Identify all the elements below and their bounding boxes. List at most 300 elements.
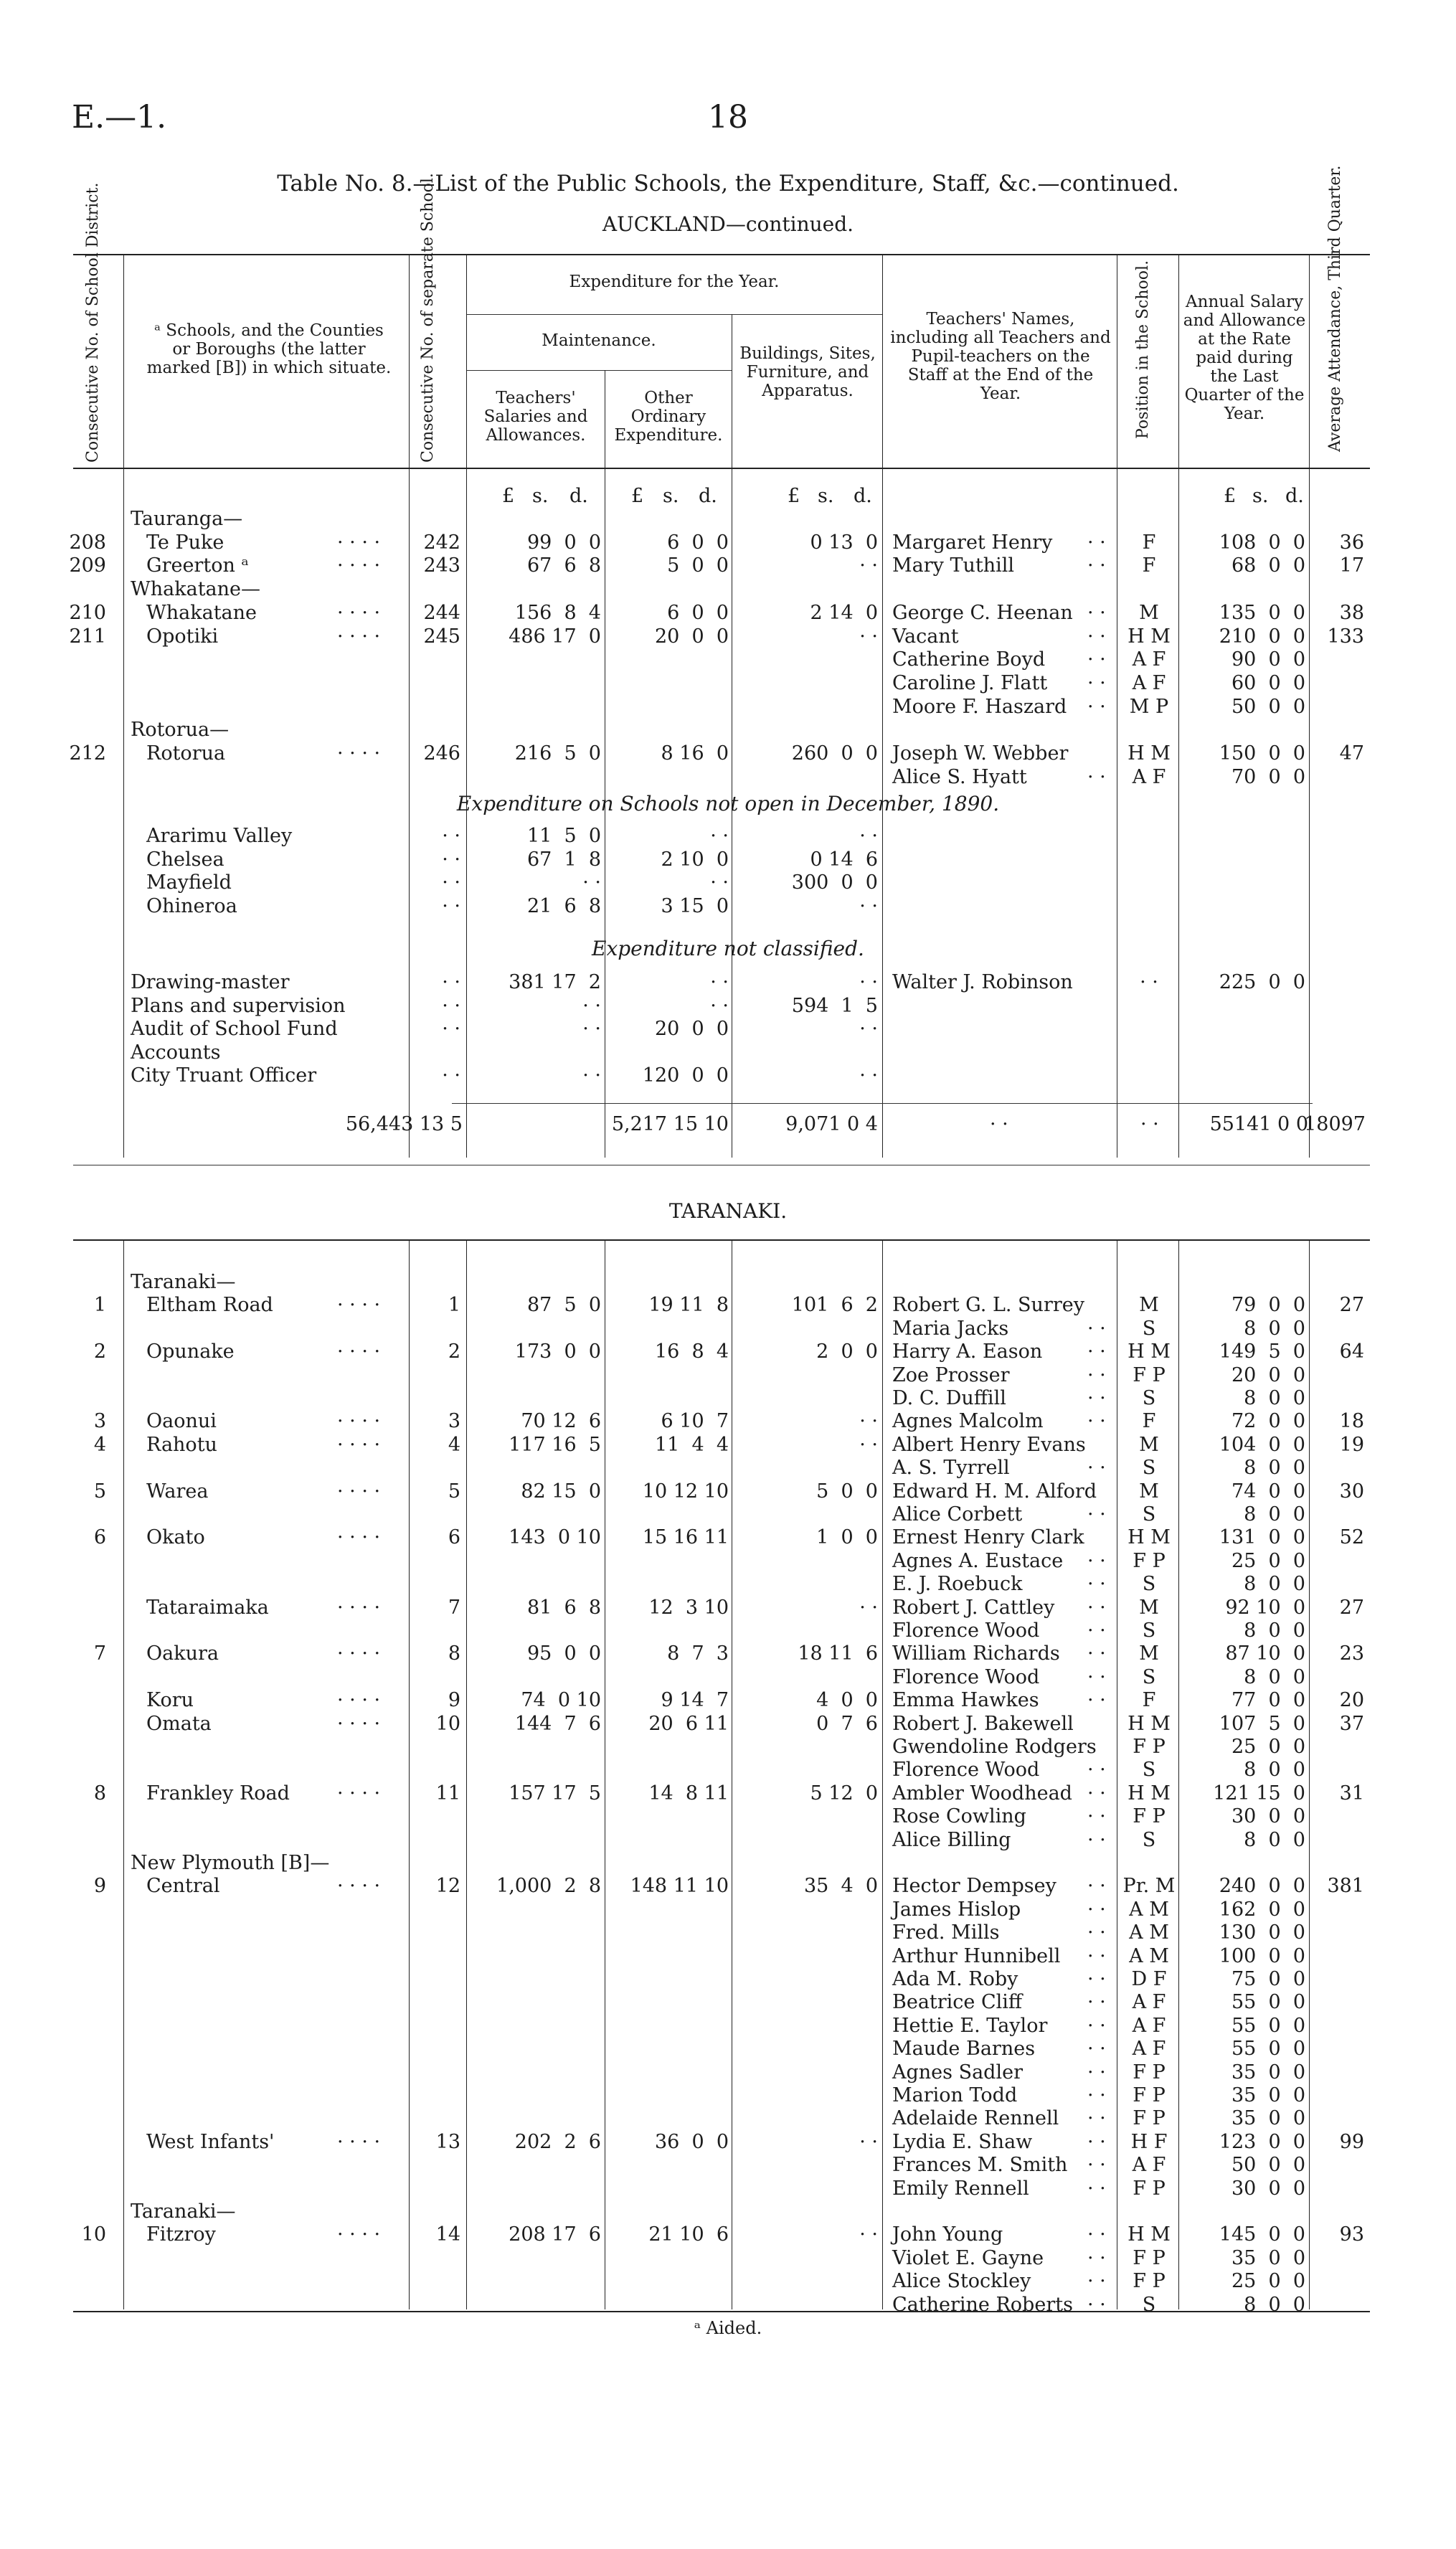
district-number: 212 [69,742,106,765]
col-salaries-header: Teachers' Salaries and Allowances. [483,389,588,445]
district-number: 7 [93,1642,106,1665]
position-code: A M [1129,1921,1169,1944]
school-name: Greerton ᵃ [146,554,249,577]
buildings-value: 260 0 0 [791,742,878,765]
col-teachers-header: Teachers' Names, including all Teachers and Pupil-teachers on the Staff at the End of the Year. [890,310,1111,403]
annual-salary: 72 0 0 [1231,1410,1305,1433]
buildings-value: · · [859,554,878,577]
annual-salary: 30 0 0 [1231,2177,1305,2200]
footnote: ᵃ Aided. [694,2318,762,2338]
section-not-open: Expenditure on Schools not open in December, 1890. [456,792,1000,815]
position-code: A M [1129,1944,1169,1967]
salaries-value: 11 5 0 [526,825,601,847]
school-name: Koru [146,1689,194,1712]
col-salary-header: Annual Salary and Allowance at the Rate paid during the Last Quarter of the Year. [1183,293,1306,423]
teacher-name: Alice Stockley [892,2270,1031,2293]
attendance-value: 133 [1327,625,1364,648]
leader-dots: · · · · [337,1875,381,1898]
pence-label: d. [699,485,717,507]
annual-salary: 145 0 0 [1219,2223,1305,2246]
leader-dots: · · [1087,1549,1106,1572]
other-value: 16 8 4 [654,1340,729,1363]
shilling-label: s. [1252,485,1269,507]
leader-dots: · · [1087,2038,1106,2061]
annual-salary: 8 0 0 [1244,2293,1305,2316]
buildings-value: 4 0 0 [816,1689,878,1712]
separate-number: · · [442,848,460,871]
annual-salary: 55 0 0 [1231,1991,1305,2014]
position-code: F [1142,554,1156,577]
other-value: 8 16 0 [661,742,729,765]
buildings-value: 594 1 5 [791,994,878,1017]
position-code: D F [1131,1968,1167,1990]
table-row [0,2270,1456,2293]
buildings-value: 2 0 0 [816,1340,878,1363]
position-code: S [1142,1503,1156,1526]
money-label-row [0,485,1456,508]
table-row [0,1410,1456,1433]
position-code: H F [1130,2130,1168,2153]
school-name: Accounts [131,1041,221,1064]
position-code: H M [1128,2223,1171,2246]
buildings-value: 101 6 2 [791,1294,878,1317]
totals-rule [452,1103,1313,1104]
table-row [0,1875,1456,1898]
leader-dots: · · [1087,1898,1106,1921]
school-name: Ararimu Valley [146,825,293,847]
position-code: F P [1133,2107,1166,2130]
annual-salary: 8 0 0 [1244,1828,1305,1851]
section-not-classified: Expenditure not classified. [592,937,864,960]
school-name: Tataraimaka [146,1596,269,1619]
separate-number: 244 [423,601,460,624]
shilling-label: s. [818,485,834,507]
taranaki-top-rule [73,1239,1370,1241]
other-value: 6 0 0 [667,531,729,554]
position-code: F P [1133,1363,1166,1386]
other-value: 120 0 0 [642,1064,729,1087]
annual-salary: 8 0 0 [1244,1457,1305,1480]
school-name: Whakatane— [131,578,261,601]
attendance-value: 27 [1339,1596,1364,1619]
school-name: Okato [146,1526,205,1549]
annual-salary: 8 0 0 [1244,1387,1305,1409]
buildings-value: 18 11 6 [798,1642,878,1665]
col-other-header: Other Ordinary Expenditure. [614,389,723,445]
total-salaries: 56,443 13 5 [345,1113,463,1135]
attendance-value: 381 [1327,1875,1364,1898]
teacher-name: Robert J. Cattley [892,1596,1055,1619]
position-code: M [1139,1433,1159,1456]
leader-dots: · · [1087,1503,1106,1526]
table-row [0,1573,1456,1596]
table-row [0,625,1456,648]
table-row [0,2084,1456,2107]
school-name: Warea [146,1480,209,1503]
attendance-value: 31 [1339,1782,1364,1805]
district-number: 210 [69,601,106,624]
leader-dots: · · · · [337,601,381,624]
salaries-value: 173 0 0 [514,1340,601,1363]
table-row [0,2131,1456,2154]
teacher-name: Frances M. Smith [892,2154,1068,2177]
annual-salary: 55 0 0 [1231,2038,1305,2061]
salaries-value: · · [582,1018,601,1040]
salaries-value: 486 17 0 [509,625,601,648]
table-row [0,1642,1456,1665]
position-code: A F [1132,2014,1166,2037]
total-position: · · [1140,1113,1159,1135]
teacher-name: Emily Rennell [892,2177,1029,2200]
teacher-name: Gwendoline Rodgers [892,1736,1097,1758]
annual-salary: 50 0 0 [1231,695,1305,718]
table-row [0,2294,1456,2317]
attendance-value: 23 [1339,1642,1364,1665]
leader-dots: · · [1087,1875,1106,1898]
district-number: 8 [93,1782,106,1805]
other-value: 5 0 0 [667,554,729,577]
leader-dots: · · · · [337,531,381,554]
school-name: Rotorua— [131,719,230,742]
teacher-name: Alice Corbett [892,1503,1023,1526]
teacher-name: Margaret Henry [892,531,1053,554]
buildings-value: 300 0 0 [791,871,878,894]
separate-number: 11 [435,1782,460,1805]
leader-dots: · · · · [337,1689,381,1712]
table-row [0,1782,1456,1805]
salaries-value: · · [582,1064,601,1087]
teacher-name: Catherine Roberts [892,2293,1073,2316]
pound-label: £ [631,485,644,507]
annual-salary: 210 0 0 [1219,625,1305,648]
annual-salary: 35 0 0 [1231,2061,1305,2084]
pound-label: £ [1224,485,1237,507]
district-number: 6 [93,1526,106,1549]
teacher-name: Mary Tuthill [892,554,1015,577]
leader-dots: · · [1087,2270,1106,2293]
teacher-name: Vacant [892,625,959,648]
annual-salary: 25 0 0 [1231,1736,1305,1758]
school-name: Omata [146,1712,212,1735]
teacher-name: Harry A. Eason [892,1340,1043,1363]
leader-dots: · · · · [337,742,381,765]
leader-dots: · · · · [337,1433,381,1456]
separate-number: 13 [435,2130,460,2153]
leader-dots: · · · · [337,1526,381,1549]
annual-salary: 35 0 0 [1231,2107,1305,2130]
buildings-value: · · [859,2223,878,2246]
maintenance-rule [466,370,732,371]
annual-salary: 25 0 0 [1231,1549,1305,1572]
teacher-name: Agnes Malcolm [892,1410,1044,1433]
annual-salary: 75 0 0 [1231,1968,1305,1990]
total-other: 5,217 15 10 [611,1113,729,1135]
expenditure-rule [466,314,882,315]
position-code: A F [1132,671,1166,694]
separate-number: 2 [448,1340,460,1363]
leader-dots: · · [1087,1619,1106,1642]
page-id: E.—1. [72,99,167,136]
district-number: 211 [69,625,106,648]
buildings-value: · · [859,1596,878,1619]
buildings-value: · · [859,825,878,847]
school-name: City Truant Officer [131,1064,317,1087]
teacher-name: Maria Jacks [892,1317,1009,1340]
position-code: S [1142,1619,1156,1642]
separate-number: 246 [423,742,460,765]
teacher-name: Agnes A. Eustace [892,1549,1064,1572]
other-value: 12 3 10 [648,1596,729,1619]
table-row [0,672,1456,695]
leader-dots: · · [1087,2107,1106,2130]
annual-salary: 130 0 0 [1219,1921,1305,1944]
other-value: 6 0 0 [667,601,729,624]
teacher-name: D. C. Duffill [892,1387,1006,1409]
position-code: S [1142,1317,1156,1340]
position-code: A M [1129,1898,1169,1921]
buildings-value: · · [859,971,878,993]
table-subtitle: AUCKLAND—continued. [602,212,854,236]
table-row [0,871,1456,894]
annual-salary: 100 0 0 [1219,1944,1305,1967]
school-name: Ohineroa [146,894,237,917]
position-code: M [1139,601,1159,624]
leader-dots: · · [1087,1944,1106,1967]
table-row [0,648,1456,671]
leader-dots: · · [1087,2246,1106,2269]
district-number: 3 [93,1410,106,1433]
table-row [0,971,1456,994]
teacher-name: Maude Barnes [892,2038,1036,2061]
attendance-value: 99 [1339,2130,1364,2153]
annual-salary: 55 0 0 [1231,2014,1305,2037]
position-code: A F [1132,2038,1166,2061]
other-value: 36 0 0 [654,2130,729,2153]
table-row [0,554,1456,577]
col-buildings-header: Buildings, Sites, Furniture, and Apparatus. [739,344,876,400]
table-row [0,895,1456,918]
col-attendance-header: Average Attendance, Third Quarter. [1326,165,1344,452]
vrule [409,254,410,469]
separate-number: 3 [448,1410,460,1433]
buildings-value: · · [859,1018,878,1040]
position-code: F [1142,1689,1156,1712]
table-row [0,742,1456,765]
pound-label: £ [502,485,515,507]
position-code: A F [1132,2154,1166,2177]
table-row [0,602,1456,625]
leader-dots: · · [1087,765,1106,788]
salaries-value: 82 15 0 [521,1480,601,1503]
other-value: 3 15 0 [661,894,729,917]
leader-dots: · · [1087,2014,1106,2037]
annual-salary: 8 0 0 [1244,1665,1305,1688]
leader-dots: · · · · [337,1480,381,1503]
school-name: Audit of School Fund [131,1018,338,1040]
school-name: Rahotu [146,1433,217,1456]
other-value: 6 10 7 [661,1410,729,1433]
teacher-name: Zoe Prosser [892,1363,1010,1386]
table-row [0,766,1456,789]
district-number: 4 [93,1433,106,1456]
teacher-name: Rose Cowling [892,1805,1026,1828]
table-row [0,578,1456,601]
other-value: 20 0 0 [654,1018,729,1040]
table-row [0,1550,1456,1573]
school-name: Oakura [146,1642,219,1665]
leader-dots: · · [1087,2177,1106,2200]
buildings-value: · · [859,894,878,917]
leader-dots: · · [1087,1665,1106,1688]
annual-salary: 60 0 0 [1231,671,1305,694]
leader-dots: · · [1087,2223,1106,2246]
position-code: H M [1128,1526,1171,1549]
buildings-value: 0 14 6 [810,848,878,871]
attendance-value: 36 [1339,531,1364,554]
annual-salary: 77 0 0 [1231,1689,1305,1712]
separate-number: 242 [423,531,460,554]
position-code: F P [1133,1549,1166,1572]
attendance-value: 93 [1339,2223,1364,2246]
leader-dots: · · · · [337,1410,381,1433]
separate-number: 12 [435,1875,460,1898]
table-row [0,1736,1456,1759]
school-name: Taranaki— [131,2200,236,2223]
shilling-label: s. [532,485,549,507]
table-row [0,848,1456,871]
leader-dots: · · [1087,1387,1106,1409]
leader-dots: · · [1087,1991,1106,2014]
teacher-name: Florence Wood [892,1665,1040,1688]
teacher-name: Lydia E. Shaw [892,2130,1033,2153]
table-row [0,531,1456,554]
position-code: M [1139,1596,1159,1619]
other-value: 148 11 10 [630,1875,729,1898]
table-row [0,2107,1456,2130]
leader-dots: · · [1087,1410,1106,1433]
separate-number: 4 [448,1433,460,1456]
position-code: S [1142,1573,1156,1596]
position-code: H M [1128,625,1171,648]
position-code: S [1142,1387,1156,1409]
table-row [0,1805,1456,1828]
teacher-name: Walter J. Robinson [892,971,1073,993]
separate-number: 10 [435,1712,460,1735]
other-value: 19 11 8 [648,1294,729,1317]
salaries-value: 156 8 4 [514,601,601,624]
header-top-rule [73,254,1370,255]
table-row [0,1457,1456,1480]
table-row [0,696,1456,719]
table-row [0,1018,1456,1041]
school-name: Tauranga— [131,508,243,530]
leader-dots: · · [1087,1596,1106,1619]
annual-salary: 108 0 0 [1219,531,1305,554]
position-code: S [1142,1665,1156,1688]
position-code: F [1142,1410,1156,1433]
salaries-value: · · [582,871,601,894]
leader-dots: · · [1087,531,1106,554]
leader-dots: · · · · [337,1642,381,1665]
buildings-value: · · [859,2130,878,2153]
separate-number: · · [442,825,460,847]
other-value: 9 14 7 [661,1689,729,1712]
attendance-value: 38 [1339,601,1364,624]
salaries-value: · · [582,994,601,1017]
school-name: West Infants' [146,2130,275,2153]
position-code: H M [1128,1782,1171,1805]
table-title: Table No. 8.—List of the Public Schools, the Expenditure, Staff, &c.—continued. [277,171,1179,197]
leader-dots: · · [1087,1317,1106,1340]
teacher-name: James Hislop [892,1898,1021,1921]
district-number: 9 [93,1875,106,1898]
position-code: M [1139,1480,1159,1503]
leader-dots: · · · · [337,625,381,648]
table-row [0,1318,1456,1340]
school-name: Drawing-master [131,971,290,993]
position-code: A F [1132,1991,1166,2014]
teacher-name: Marion Todd [892,2084,1018,2106]
leader-dots: · · [1087,1805,1106,1828]
position-code: H M [1128,742,1171,765]
salaries-value: 1,000 2 8 [496,1875,601,1898]
vrule [123,254,124,469]
school-name: New Plymouth [B]— [131,1852,330,1874]
annual-salary: 92 10 0 [1225,1596,1305,1619]
leader-dots: · · [1087,1457,1106,1480]
table-row [0,508,1456,531]
separate-number: 6 [448,1526,460,1549]
attendance-value: 20 [1339,1689,1364,1712]
position-code: A F [1132,765,1166,788]
annual-salary: 87 10 0 [1225,1642,1305,1665]
teacher-name: E. J. Roebuck [892,1573,1023,1596]
buildings-value: 35 4 0 [803,1875,878,1898]
leader-dots: · · [1087,554,1106,577]
school-name: Eltham Road [146,1294,273,1317]
col-district-header: Consecutive No. of School District. [84,182,102,463]
attendance-value: 37 [1339,1712,1364,1735]
teacher-name: Beatrice Cliff [892,1991,1023,2014]
teacher-name: Robert G. L. Surrey [892,1294,1084,1317]
annual-salary: 68 0 0 [1231,554,1305,577]
leader-dots: · · [1087,1363,1106,1386]
salaries-value: 99 0 0 [526,531,601,554]
leader-dots: · · [1087,648,1106,671]
table-row [0,2177,1456,2200]
leader-dots: · · · · [337,554,381,577]
table-row [0,719,1456,742]
attendance-value: 52 [1339,1526,1364,1549]
shilling-label: s. [663,485,679,507]
annual-salary: 70 0 0 [1231,765,1305,788]
buildings-value: 5 0 0 [816,1480,878,1503]
teacher-name: Fred. Mills [892,1921,1000,1944]
leader-dots: · · [1087,671,1106,694]
table-row [0,1387,1456,1410]
separate-number: · · [442,894,460,917]
attendance-value: 30 [1339,1480,1364,1503]
page-number: 18 [708,99,748,136]
school-name: Fitzroy [146,2223,216,2246]
leader-dots: · · [1087,1573,1106,1596]
table-row [0,1852,1456,1875]
school-name: Mayfield [146,871,232,894]
col-expenditure-header: Expenditure for the Year. [569,273,780,291]
table-row [0,1526,1456,1549]
table-row [0,1294,1456,1317]
teacher-name: Agnes Sadler [892,2061,1023,2084]
